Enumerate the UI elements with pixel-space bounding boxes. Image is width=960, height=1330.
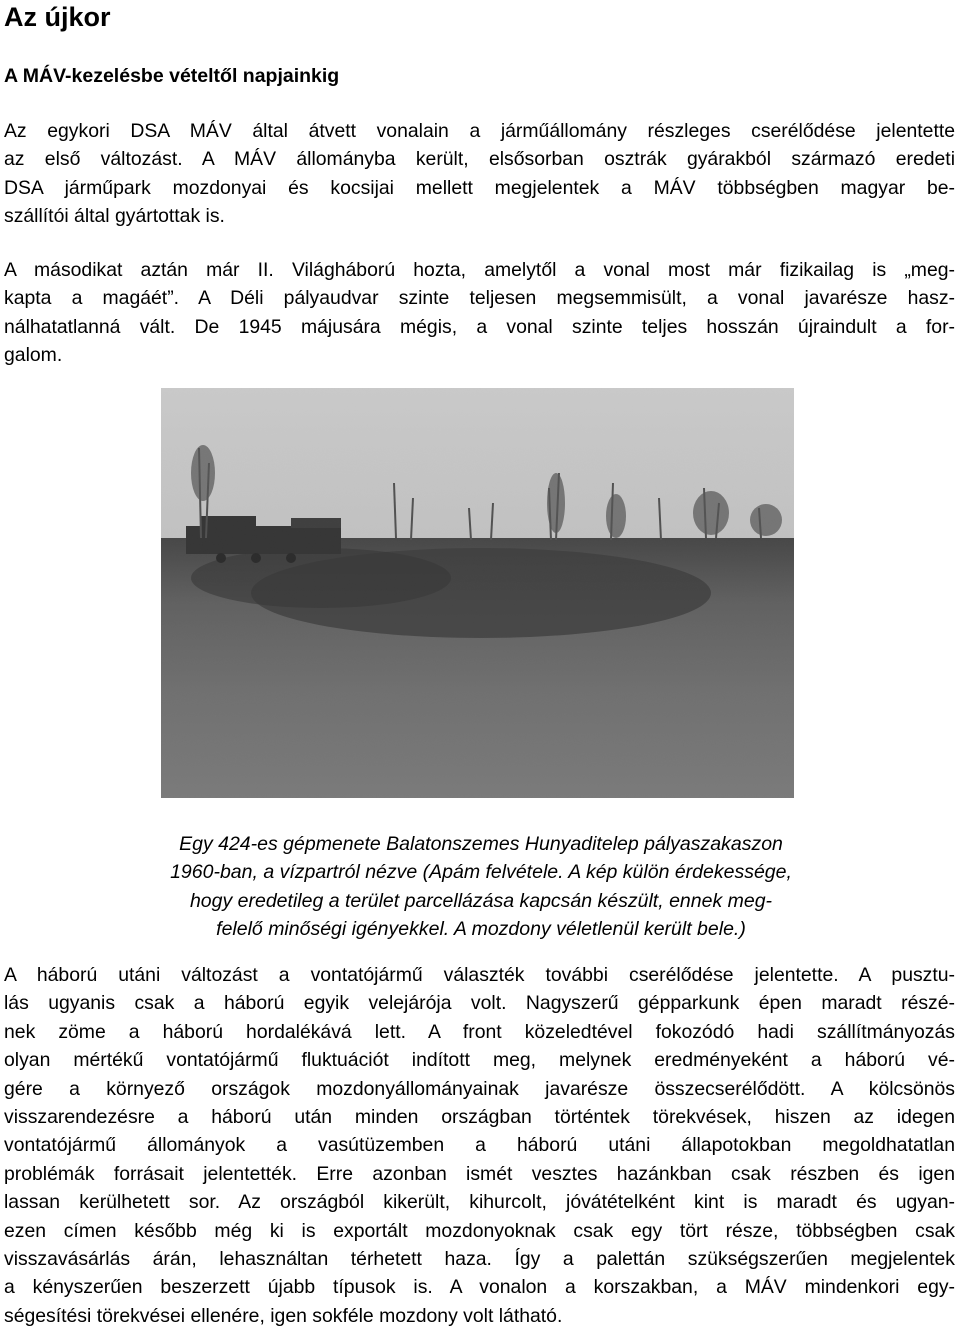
text-line: DSA járműpark mozdonyai és kocsijai mellett megjelentek a MÁV többségben magyar be- bbox=[4, 176, 955, 199]
caption-line: felelő minőségi igényekkel. A mozdony véletlenül került bele.) bbox=[216, 918, 746, 941]
text-line: ezen címen később még ki is exportált mozdonyoknak csak egy tört része, többségben csak bbox=[4, 1219, 955, 1242]
text-line: vontatójármű állományok a vasútüzemben a háború utáni állapotokban megoldhatatlan bbox=[4, 1134, 955, 1157]
text-line: nálhatatlanná vált. De 1945 májusára mégis, a vonal szinte teljes hosszán újraindult a for- bbox=[4, 315, 955, 338]
text-line: gére a környező országok mozdonyállományainak javarésze összecserélődött. A kölcsönös bbox=[4, 1077, 955, 1100]
text-line: visszarendezésre a háború után minden országban történtek törekvések, hiszen az idegen bbox=[4, 1105, 955, 1128]
text-line: lás ugyanis csak a háború egyik velejárója volt. Nagyszerű gépparkunk épen maradt részé- bbox=[4, 992, 955, 1015]
text-line: A háború utáni változást a vontatójármű választék további cserélődése jelentette. A pusztu- bbox=[4, 964, 955, 986]
text-line: problémák forrásait jelentették. Erre azonban ismét vesztes hazánkban csak részben és igen bbox=[4, 1162, 955, 1185]
section-subtitle: A MÁV-kezelésbe vételtől napjainkig bbox=[4, 65, 340, 87]
text-line: a kényszerűen beszerzett újabb típusok is. A vonalon a korszakban, a MÁV mindenkori egy- bbox=[4, 1276, 955, 1299]
paragraph-2 bbox=[4, 256, 955, 370]
text-line: lassan kerülhetett sor. Az országból kikerült, kihurcolt, jóvátételként kint is maradt és ugyan- bbox=[4, 1191, 955, 1214]
paragraph-1 bbox=[4, 117, 955, 231]
caption-line: Egy 424-es gépmenete Balatonszemes Hunyaditelep pályaszakaszon bbox=[179, 833, 783, 855]
paragraph-3 bbox=[4, 961, 955, 1330]
text-line: az első változást. A MÁV állományba került, elsősorban osztrák gyárakból származó eredeti bbox=[4, 148, 955, 171]
caption-line: 1960-ban, a vízpartról nézve (Apám felvétele. A kép külön érdekessége, bbox=[170, 861, 792, 884]
historic-photo bbox=[161, 388, 794, 798]
text-line: olyan mértékű vontatójármű fluktuációt indított meg, melynek eredményeként a háború vé- bbox=[4, 1049, 955, 1072]
text-line: galom. bbox=[4, 344, 63, 367]
text-line: Az egykori DSA MÁV által átvett vonalain a járműállomány részleges cserélődése jelentette bbox=[4, 120, 955, 142]
text-line: szállítói által gyártottak is. bbox=[4, 205, 225, 228]
text-line: ségesítési törekvései ellenére, igen sokféle mozdony volt látható. bbox=[4, 1304, 563, 1327]
text-line: kapta a magáét”. A Déli pályaudvar szinte teljesen megsemmisült, a vonal javarésze hasz- bbox=[4, 287, 955, 310]
text-line: A másodikat aztán már II. Világháború hozta, amelytől a vonal most már fizikailag is „meg- bbox=[4, 259, 955, 281]
text-line: nek zöme a háború hordalékává lett. A front közeledtével fokozódó hadi szállítmányozás bbox=[4, 1020, 955, 1043]
caption-line: hogy eredetileg a terület parcellázása kapcsán készült, ennek meg- bbox=[189, 889, 773, 912]
page-title: Az újkor bbox=[4, 2, 111, 32]
text-line: visszavásárlás árán, lehasználtan térhetett haza. Így a palettán szükségszerűen megjelentek bbox=[4, 1247, 955, 1270]
photo-steam-locomotive-field-icon bbox=[161, 388, 794, 798]
photo-caption bbox=[100, 830, 862, 944]
